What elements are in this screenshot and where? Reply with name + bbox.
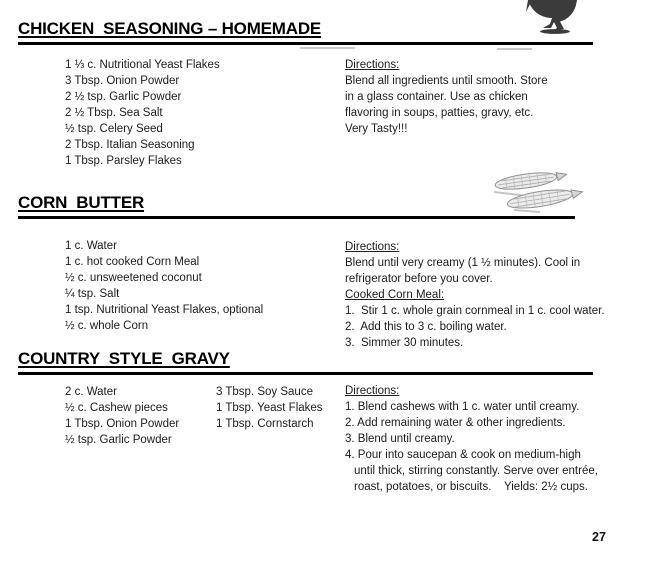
- ingredient-item: 1 Tbsp. Yeast Flakes: [216, 402, 323, 414]
- direction-line: Directions:: [345, 385, 400, 397]
- ingredient-item: ½ tsp. Garlic Powder: [65, 434, 172, 446]
- ingredient-list-chicken-seasoning: [65, 57, 220, 169]
- recipe-title-corn-butter: CORN BUTTER: [18, 194, 575, 219]
- direction-line: roast, potatoes, or biscuits. Yields: 2½ cups.: [354, 481, 588, 493]
- page-number: 27: [592, 530, 606, 544]
- direction-line: 3. Simmer 30 minutes.: [345, 337, 464, 349]
- ingredient-list-gravy-col2: [216, 384, 323, 432]
- direction-line: 1. Stir 1 c. whole grain cornmeal in 1 c. cool water.: [345, 305, 605, 317]
- ingredient-item: 2 c. Water: [65, 386, 117, 398]
- direction-line: in a glass container. Use as chicken: [345, 91, 528, 103]
- scan-artifact: [497, 48, 532, 50]
- direction-line: 4. Pour into saucepan & cook on medium-high: [345, 449, 581, 461]
- direction-line: until thick, stirring constantly. Serve over entrée,: [354, 465, 598, 477]
- ingredient-item: ½ c. whole Corn: [65, 320, 149, 332]
- direction-line: Directions:: [345, 241, 400, 253]
- ingredient-item: 2 Tbsp. Italian Seasoning: [65, 139, 195, 151]
- ingredient-item: 1 c. hot cooked Corn Meal: [65, 256, 200, 268]
- ingredient-item: 1 ⅓ c. Nutritional Yeast Flakes: [65, 59, 220, 71]
- direction-line: 2. Add this to 3 c. boiling water.: [345, 321, 507, 333]
- directions-gravy: [345, 383, 598, 495]
- ingredient-item: 1 Tbsp. Cornstarch: [216, 418, 314, 430]
- ingredient-item: 3 Tbsp. Soy Sauce: [216, 386, 313, 398]
- direction-line: 1. Blend cashews with 1 c. water until creamy.: [345, 401, 580, 413]
- direction-line: Cooked Corn Meal:: [345, 289, 445, 301]
- ingredient-item: 3 Tbsp. Onion Powder: [65, 75, 180, 87]
- directions-chicken-seasoning: [345, 57, 548, 137]
- recipe-title-chicken-seasoning: CHICKEN SEASONING – HOMEMADE: [18, 20, 593, 45]
- ingredient-item: 1 Tbsp. Onion Powder: [65, 418, 180, 430]
- ingredient-item: ½ c. Cashew pieces: [65, 402, 168, 414]
- direction-line: Blend until very creamy (1 ½ minutes). Cool in: [345, 257, 581, 269]
- ingredient-list-corn-butter: [65, 238, 263, 334]
- scan-artifact: [300, 47, 355, 49]
- direction-line: flavoring in soups, patties, gravy, etc.: [345, 107, 534, 119]
- recipe-title-country-style-gravy: COUNTRY STYLE GRAVY: [18, 350, 593, 375]
- direction-line: Directions:: [345, 59, 400, 71]
- direction-line: refrigerator before you cover.: [345, 273, 493, 285]
- ingredient-list-gravy-col1: [65, 384, 179, 448]
- direction-line: 3. Blend until creamy.: [345, 433, 455, 445]
- ingredient-item: 1 tsp. Nutritional Yeast Flakes, optional: [65, 304, 264, 316]
- direction-line: Very Tasty!!!: [345, 123, 408, 135]
- direction-line: Blend all ingredients until smooth. Store: [345, 75, 548, 87]
- ingredient-item: 2 ½ Tbsp. Sea Salt: [65, 107, 163, 119]
- ingredient-item: ¼ tsp. Salt: [65, 288, 120, 300]
- ingredient-item: ½ tsp. Celery Seed: [65, 123, 163, 135]
- ingredient-item: ½ c. unsweetened coconut: [65, 272, 202, 284]
- direction-line: 2. Add remaining water & other ingredients.: [345, 417, 566, 429]
- ingredient-item: 1 Tbsp. Parsley Flakes: [65, 155, 182, 167]
- ingredient-item: 2 ½ tsp. Garlic Powder: [65, 91, 182, 103]
- directions-corn-butter: [345, 239, 605, 351]
- ingredient-item: 1 c. Water: [65, 240, 117, 252]
